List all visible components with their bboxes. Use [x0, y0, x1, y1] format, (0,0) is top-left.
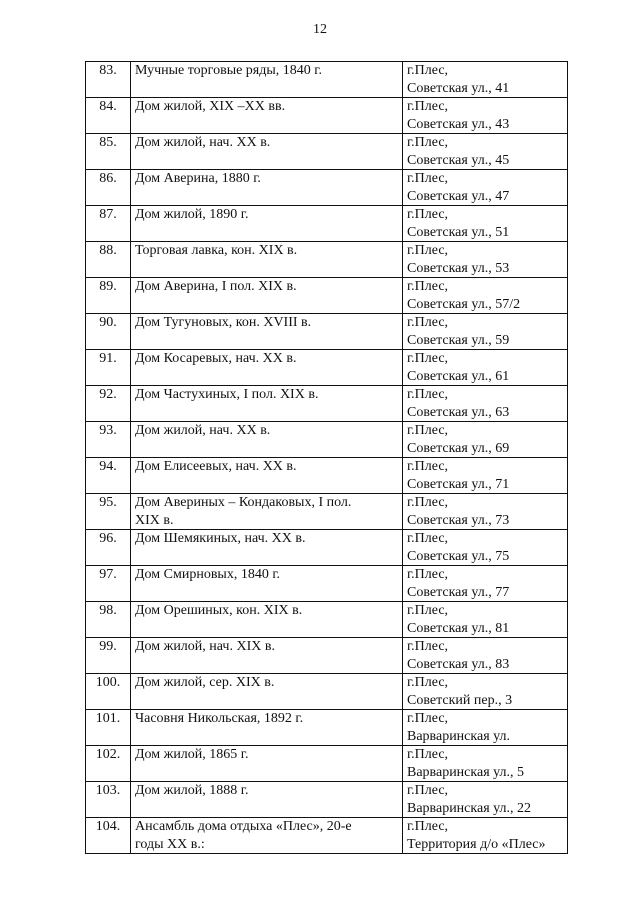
address-city: г.Плес,: [407, 531, 449, 546]
address-city: г.Плес,: [407, 639, 449, 654]
row-number-cell: [86, 674, 131, 710]
table-row: [86, 458, 568, 494]
object-name: Дом жилой, 1865 г.: [135, 747, 249, 762]
table-row: [86, 170, 568, 206]
address-cell: [403, 134, 568, 170]
row-number-cell: [86, 566, 131, 602]
row-number-cell: [86, 386, 131, 422]
address-cell: [403, 674, 568, 710]
object-name: Торговая лавка, кон. XIX в.: [135, 243, 298, 258]
row-number-cell: [86, 638, 131, 674]
object-name: Дом Шемякиных, нач. XX в.: [135, 531, 306, 546]
address-street: Советская ул., 75: [407, 548, 510, 564]
row-number-cell: [86, 710, 131, 746]
address-cell: [403, 422, 568, 458]
address-city: г.Плес,: [407, 603, 449, 618]
object-name-cell: [131, 350, 403, 386]
object-name-cell: [131, 602, 403, 638]
object-name-cell: [131, 206, 403, 242]
row-number: 93.: [99, 423, 117, 438]
object-name: Дом Смирновых, 1840 г.: [135, 567, 281, 582]
address-cell: [403, 386, 568, 422]
address-city: г.Плес,: [407, 783, 449, 798]
monuments-table-body: [86, 62, 568, 854]
table-row: [86, 566, 568, 602]
address-street: Советский пер., 3: [407, 692, 513, 708]
address-cell: [403, 494, 568, 530]
address-street: Советская ул., 53: [407, 260, 510, 276]
object-name-cell: [131, 746, 403, 782]
address-street: Советская ул., 63: [407, 404, 510, 420]
row-number-cell: [86, 782, 131, 818]
object-name: Дом жилой, 1888 г.: [135, 783, 249, 798]
object-name-cell: [131, 674, 403, 710]
table-row: [86, 386, 568, 422]
table-row: [86, 674, 568, 710]
row-number-cell: [86, 422, 131, 458]
table-row: [86, 206, 568, 242]
address-cell: [403, 566, 568, 602]
row-number: 96.: [99, 531, 117, 546]
row-number: 92.: [99, 387, 117, 402]
address-city: г.Плес,: [407, 459, 449, 474]
address-cell: [403, 242, 568, 278]
address-city: г.Плес,: [407, 819, 449, 834]
object-name: Дом Елисеевых, нач. XX в.: [135, 459, 297, 474]
address-city: г.Плес,: [407, 135, 449, 150]
row-number: 88.: [99, 243, 117, 258]
row-number: 98.: [99, 603, 117, 618]
address-city: г.Плес,: [407, 387, 449, 402]
object-name-continued: XIX в.: [135, 512, 174, 528]
object-name: Мучные торговые ряды, 1840 г.: [135, 63, 322, 78]
object-name-cell: [131, 530, 403, 566]
address-street: Варваринская ул., 22: [407, 800, 532, 816]
address-street: Советская ул., 83: [407, 656, 510, 672]
table-row: [86, 422, 568, 458]
row-number: 85.: [99, 135, 117, 150]
address-city: г.Плес,: [407, 351, 449, 366]
address-city: г.Плес,: [407, 63, 449, 78]
row-number-cell: [86, 206, 131, 242]
row-number: 101.: [95, 711, 121, 726]
row-number-cell: [86, 818, 131, 854]
object-name-cell: [131, 494, 403, 530]
address-street: Территория д/о «Плес»: [407, 836, 546, 852]
row-number: 91.: [99, 351, 117, 366]
object-name-cell: [131, 134, 403, 170]
row-number: 83.: [99, 63, 117, 78]
row-number: 103.: [95, 783, 121, 798]
table-row: [86, 62, 568, 98]
address-city: г.Плес,: [407, 243, 449, 258]
object-name: Часовня Никольская, 1892 г.: [135, 711, 304, 726]
object-name-cell: [131, 278, 403, 314]
row-number-cell: [86, 134, 131, 170]
row-number: 102.: [95, 747, 121, 762]
address-cell: [403, 350, 568, 386]
address-street: Советская ул., 43: [407, 116, 510, 132]
table-row: [86, 350, 568, 386]
address-street: Советская ул., 45: [407, 152, 510, 168]
object-name: Дом жилой, сер. XIX в.: [135, 675, 275, 690]
object-name: Дом Тугуновых, кон. XVIII в.: [135, 315, 312, 330]
address-cell: [403, 170, 568, 206]
address-street: Варваринская ул.: [407, 728, 511, 744]
address-cell: [403, 782, 568, 818]
address-city: г.Плес,: [407, 495, 449, 510]
address-street: Советская ул., 73: [407, 512, 510, 528]
table-row: [86, 134, 568, 170]
row-number: 100.: [95, 675, 121, 690]
address-city: г.Плес,: [407, 567, 449, 582]
row-number: 104.: [95, 819, 121, 834]
object-name-cell: [131, 242, 403, 278]
table-row: [86, 710, 568, 746]
object-name-cell: [131, 458, 403, 494]
address-cell: [403, 602, 568, 638]
object-name: Дом жилой, нач. XIX в.: [135, 639, 275, 654]
address-street: Советская ул., 59: [407, 332, 510, 348]
object-name-cell: [131, 98, 403, 134]
row-number-cell: [86, 746, 131, 782]
row-number: 84.: [99, 99, 117, 114]
address-cell: [403, 458, 568, 494]
address-city: г.Плес,: [407, 279, 449, 294]
row-number-cell: [86, 314, 131, 350]
row-number: 95.: [99, 495, 117, 510]
object-name: Дом Косаревых, нач. XX в.: [135, 351, 297, 366]
object-name-cell: [131, 710, 403, 746]
address-street: Советская ул., 77: [407, 584, 510, 600]
address-city: г.Плес,: [407, 711, 449, 726]
object-name: Дом Авериных – Кондаковых, I пол.: [135, 495, 352, 510]
address-street: Советская ул., 81: [407, 620, 510, 636]
table-row: [86, 638, 568, 674]
address-street: Советская ул., 57/2: [407, 296, 521, 312]
table-row: [86, 98, 568, 134]
table-row: [86, 746, 568, 782]
object-name: Дом жилой, нач. XX в.: [135, 135, 271, 150]
object-name-cell: [131, 62, 403, 98]
row-number-cell: [86, 62, 131, 98]
address-city: г.Плес,: [407, 315, 449, 330]
row-number: 97.: [99, 567, 117, 582]
row-number: 87.: [99, 207, 117, 222]
object-name: Дом Аверина, 1880 г.: [135, 171, 261, 186]
object-name: Дом Аверина, I пол. XIX в.: [135, 279, 297, 294]
row-number-cell: [86, 494, 131, 530]
object-name: Дом Орешиных, кон. XIX в.: [135, 603, 303, 618]
address-street: Советская ул., 69: [407, 440, 510, 456]
address-street: Советская ул., 61: [407, 368, 510, 384]
address-cell: [403, 98, 568, 134]
row-number-cell: [86, 350, 131, 386]
address-street: Советская ул., 51: [407, 224, 510, 240]
row-number-cell: [86, 242, 131, 278]
address-cell: [403, 746, 568, 782]
address-cell: [403, 638, 568, 674]
table-row: [86, 818, 568, 854]
object-name-continued: годы XX в.:: [135, 836, 205, 852]
object-name-cell: [131, 782, 403, 818]
object-name: Дом жилой, нач. XX в.: [135, 423, 271, 438]
address-street: Советская ул., 41: [407, 80, 510, 96]
address-city: г.Плес,: [407, 675, 449, 690]
monuments-table: [85, 61, 568, 854]
object-name-cell: [131, 314, 403, 350]
table-row: [86, 314, 568, 350]
object-name-cell: [131, 422, 403, 458]
object-name: Дом жилой, 1890 г.: [135, 207, 249, 222]
address-cell: [403, 818, 568, 854]
address-street: Варваринская ул., 5: [407, 764, 525, 780]
row-number: 86.: [99, 171, 117, 186]
row-number-cell: [86, 278, 131, 314]
row-number-cell: [86, 530, 131, 566]
row-number-cell: [86, 602, 131, 638]
row-number-cell: [86, 98, 131, 134]
table-row: [86, 782, 568, 818]
table-row: [86, 530, 568, 566]
object-name: Дом жилой, XIX –XX вв.: [135, 99, 286, 114]
address-city: г.Плес,: [407, 171, 449, 186]
row-number: 99.: [99, 639, 117, 654]
row-number: 90.: [99, 315, 117, 330]
row-number-cell: [86, 170, 131, 206]
object-name-cell: [131, 638, 403, 674]
address-city: г.Плес,: [407, 423, 449, 438]
address-cell: [403, 710, 568, 746]
row-number-cell: [86, 458, 131, 494]
table-row: [86, 242, 568, 278]
table-row: [86, 494, 568, 530]
object-name-cell: [131, 170, 403, 206]
object-name-cell: [131, 386, 403, 422]
object-name-cell: [131, 566, 403, 602]
address-city: г.Плес,: [407, 99, 449, 114]
row-number: 94.: [99, 459, 117, 474]
address-cell: [403, 278, 568, 314]
object-name: Ансамбль дома отдыха «Плес», 20-е: [135, 819, 352, 834]
page-number: 12: [313, 22, 327, 37]
address-street: Советская ул., 71: [407, 476, 510, 492]
address-city: г.Плес,: [407, 747, 449, 762]
address-cell: [403, 530, 568, 566]
address-cell: [403, 206, 568, 242]
address-city: г.Плес,: [407, 207, 449, 222]
table-row: [86, 602, 568, 638]
table-row: [86, 278, 568, 314]
address-cell: [403, 314, 568, 350]
address-cell: [403, 62, 568, 98]
row-number: 89.: [99, 279, 117, 294]
object-name: Дом Частухиных, I пол. XIX в.: [135, 387, 319, 402]
object-name-cell: [131, 818, 403, 854]
address-street: Советская ул., 47: [407, 188, 510, 204]
